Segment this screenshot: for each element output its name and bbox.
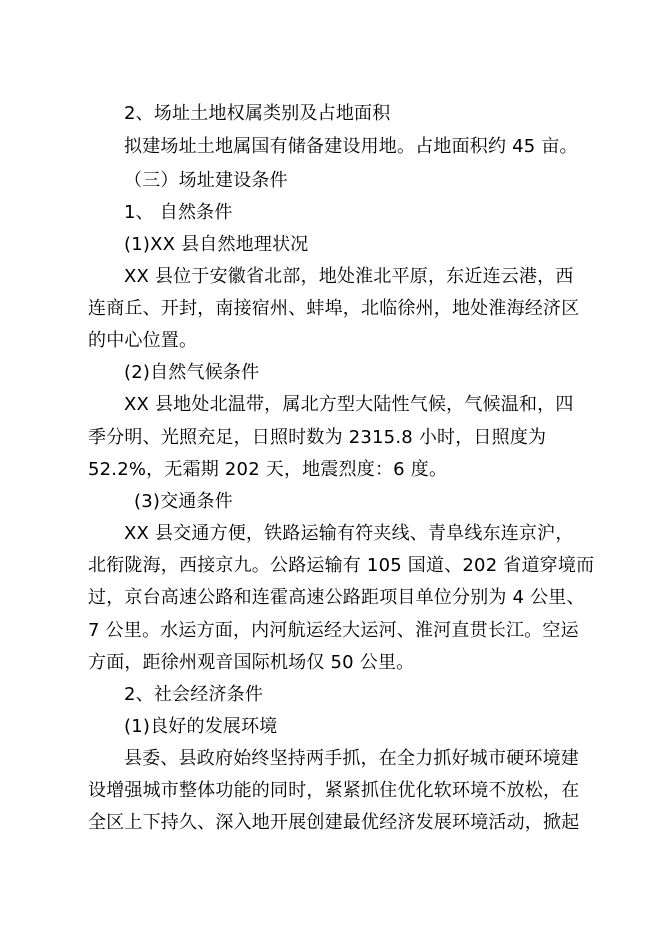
subheading-geography: (1)XX 县自然地理状况	[124, 234, 309, 255]
heading-land-ownership: 2、场址土地权属类别及占地面积	[124, 103, 391, 124]
paragraph-line: 方面，距徐州观音国际机场仅 50 公里。	[88, 652, 415, 673]
heading-socioeconomic: 2、社会经济条件	[124, 684, 264, 705]
paragraph-line: 设增强城市整体功能的同时，紧紧抓住优化软环境不放松，在	[88, 780, 580, 801]
paragraph-line: 的中心位置。	[88, 330, 198, 351]
paragraph-line: 拟建场址土地属国有储备建设用地。占地面积约 45 亩。	[124, 136, 578, 157]
paragraph-line: XX 县交通方便，铁路运输有符夹线、青阜线东连京沪，	[124, 523, 574, 544]
paragraph-line: 北衔陇海，西接京九。公路运输有 105 国道、202 省道穿境而	[88, 555, 595, 576]
paragraph-line: 过，京台高速公路和连霍高速公路距项目单位分别为 4 公里、	[88, 587, 585, 608]
paragraph-line: XX 县位于安徽省北部，地处淮北平原，东近连云港，西	[124, 266, 574, 287]
subheading-climate: (2)自然气候条件	[124, 362, 260, 383]
paragraph-line: 县委、县政府始终坚持两手抓，在全力抓好城市硬环境建	[124, 748, 579, 769]
heading-natural-conditions: 1、 自然条件	[124, 202, 233, 223]
paragraph-line: 7 公里。水运方面，内河航运经大运河、淮河直贯长江。空运	[88, 620, 579, 641]
paragraph-line: 连商丘、开封，南接宿州、蚌埠，北临徐州，地处淮海经济区	[88, 298, 580, 319]
paragraph-line: 52.2%，无霜期 202 天，地震烈度：6 度。	[88, 459, 448, 480]
paragraph-line: 全区上下持久、深入地开展创建最优经济发展环境活动，掀起	[88, 812, 580, 833]
subheading-transport: (3)交通条件	[134, 491, 233, 512]
heading-site-conditions: （三）场址建设条件	[124, 170, 288, 191]
paragraph-line: 季分明、光照充足，日照时数为 2315.8 小时，日照度为	[88, 427, 547, 448]
paragraph-line: XX 县地处北温带，属北方型大陆性气候，气候温和，四	[124, 394, 574, 415]
subheading-environment: (1)良好的发展环境	[124, 716, 278, 737]
